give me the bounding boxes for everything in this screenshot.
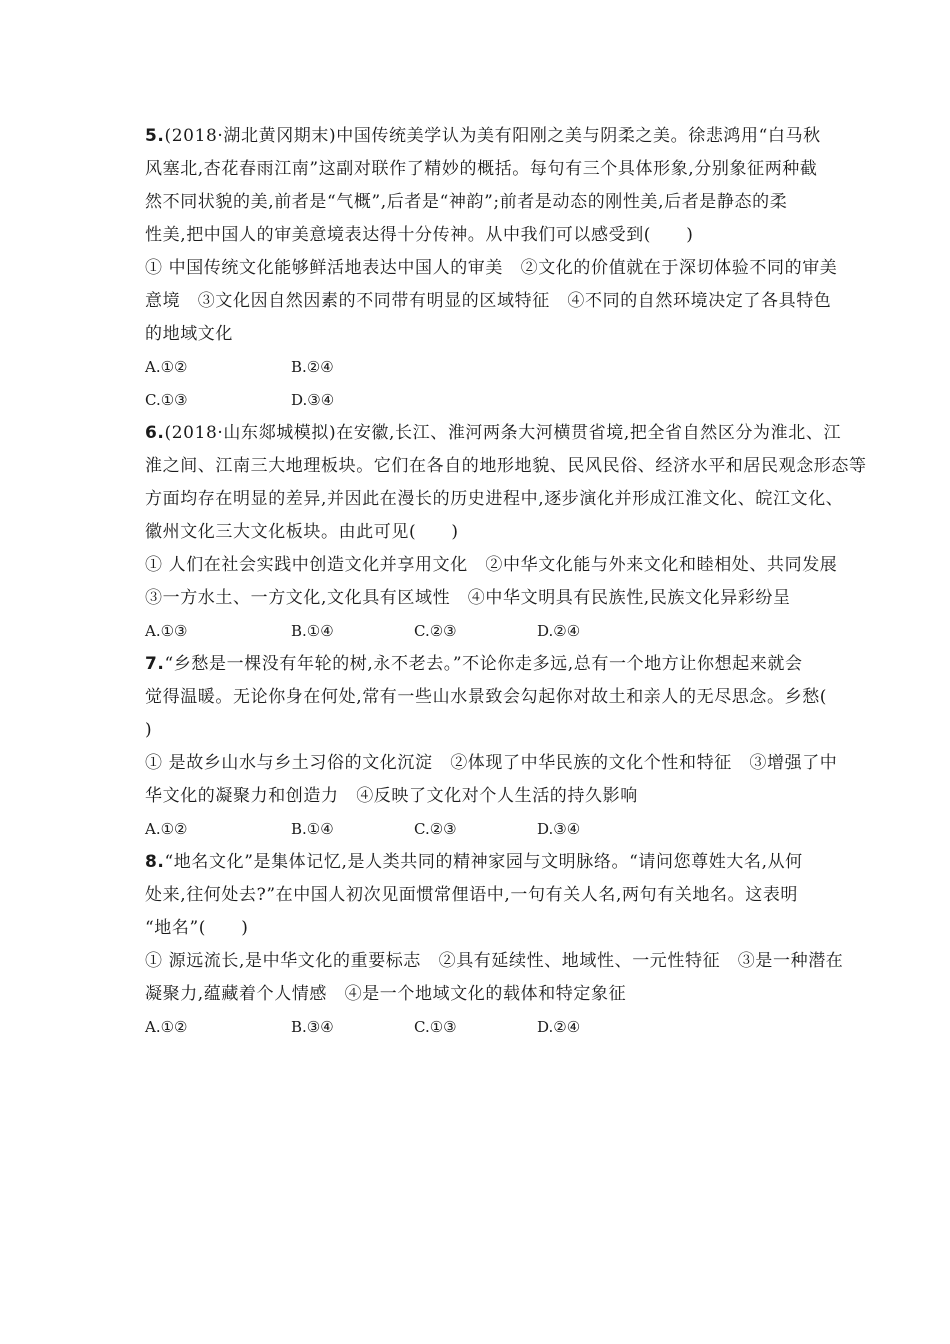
question-text: “地名文化”是集体记忆,是人类共同的精神家园与文明脉络。“请问您尊姓大名,从何 <box>164 852 803 872</box>
question-5 <box>145 120 838 417</box>
option-d[interactable]: D.②④ <box>537 622 581 640</box>
options-row <box>145 351 815 384</box>
option-a[interactable]: A.①② <box>145 820 188 838</box>
question-7 <box>145 648 838 846</box>
option-b[interactable]: B.①④ <box>291 622 334 640</box>
question-stem-line: 性美,把中国人的审美意境表达得十分传神。从中我们可以感受到( ) <box>145 225 694 245</box>
question-8 <box>145 846 844 1044</box>
question-stem-line: 徽州文化三大文化板块。由此可见( ) <box>145 522 459 542</box>
statement-line: 意境 ③文化因自然因素的不同带有明显的区域特征 ④不同的自然环境决定了各具特色 <box>145 291 832 311</box>
question-stem-line: 风塞北,杏花春雨江南”这副对联作了精妙的概括。每句有三个具体形象,分别象征两种截 <box>145 159 818 179</box>
question-stem-line: 处来,往何处去?”在中国人初次见面惯常俚语中,一句有关人名,两句有关地名。这表明 <box>145 885 799 905</box>
statement-line: ① 源远流长,是中华文化的重要标志 ②具有延续性、地域性、一元性特征 ③是一种潜在 <box>145 951 844 971</box>
option-c[interactable]: C.①③ <box>414 1018 457 1036</box>
question-stem-line <box>145 648 815 681</box>
statement-line: 华文化的凝聚力和创造力 ④反映了文化对个人生活的持久影响 <box>145 786 638 806</box>
option-b[interactable]: B.②④ <box>291 358 334 376</box>
question-stem-line <box>145 846 815 879</box>
question-text: (2018·湖北黄冈期末)中国传统美学认为美有阳刚之美与阴柔之美。徐悲鸿用“白马秋 <box>164 126 821 146</box>
options-row <box>145 1011 815 1044</box>
question-text: (2018·山东郯城模拟)在安徽,长江、淮河两条大河横贯省境,把全省自然区分为淮北、江 <box>164 423 842 443</box>
question-stem-line <box>145 120 821 153</box>
question-stem-line <box>145 417 842 450</box>
question-stem-line: 方面均存在明显的差异,并因此在漫长的历史进程中,逐步演化并形成江淮文化、皖江文化、 <box>145 489 844 509</box>
option-a[interactable]: A.①② <box>145 1018 188 1036</box>
option-d[interactable]: D.②④ <box>537 1018 581 1036</box>
statement-line: 凝聚力,蕴藏着个人情感 ④是一个地域文化的载体和特定象征 <box>145 984 627 1004</box>
option-a[interactable]: A.①② <box>145 358 188 376</box>
option-d[interactable]: D.③④ <box>537 820 581 838</box>
statement-line: ① 是故乡山水与乡土习俗的文化沉淀 ②体现了中华民族的文化个性和特征 ③增强了中 <box>145 753 838 773</box>
options-row <box>145 615 815 648</box>
option-c[interactable]: C.②③ <box>414 622 457 640</box>
question-number: 7. <box>145 654 165 674</box>
option-b[interactable]: B.①④ <box>291 820 334 838</box>
question-stem-line: 然不同状貌的美,前者是“气概”,后者是“神韵”;前者是动态的刚性美,后者是静态的柔 <box>145 192 788 212</box>
question-stem-line: 淮之间、江南三大地理板块。它们在各自的地形地貌、民风民俗、经济水平和居民观念形态等 <box>145 456 867 476</box>
question-list <box>145 120 867 1044</box>
options-row <box>145 384 815 417</box>
option-c[interactable]: C.①③ <box>145 391 188 409</box>
question-number: 6. <box>145 423 165 443</box>
statement-line: ① 人们在社会实践中创造文化并享用文化 ②中华文化能与外来文化和睦相处、共同发展 <box>145 555 838 575</box>
options-row <box>145 813 815 846</box>
option-a[interactable]: A.①③ <box>145 622 188 640</box>
statement-line: ③一方水土、一方文化,文化具有区域性 ④中华文明具有民族性,民族文化异彩纷呈 <box>145 588 791 608</box>
question-stem-line: “地名”( ) <box>145 918 249 938</box>
question-stem-line: ) <box>145 720 153 740</box>
question-number: 8. <box>145 852 165 872</box>
option-d[interactable]: D.③④ <box>291 391 335 409</box>
question-number: 5. <box>145 126 165 146</box>
statement-line: 的地域文化 <box>145 324 233 344</box>
question-stem-line: 觉得温暖。无论你身在何处,常有一些山水景致会勾起你对故土和亲人的无尽思念。乡愁( <box>145 687 828 707</box>
question-6 <box>145 417 867 648</box>
question-text: “乡愁是一棵没有年轮的树,永不老去。”不论你走多远,总有一个地方让你想起来就会 <box>164 654 803 674</box>
option-b[interactable]: B.③④ <box>291 1018 334 1036</box>
statement-line: ① 中国传统文化能够鲜活地表达中国人的审美 ②文化的价值就在于深切体验不同的审美 <box>145 258 838 278</box>
option-c[interactable]: C.②③ <box>414 820 457 838</box>
